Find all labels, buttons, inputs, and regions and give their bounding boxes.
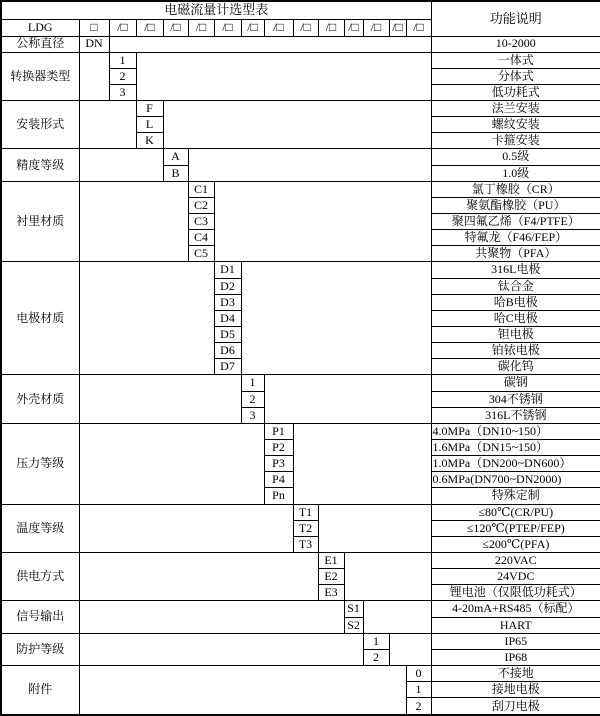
option-code: P2 — [264, 440, 293, 456]
option-code: D5 — [214, 327, 241, 343]
option-desc: 哈B电极 — [431, 294, 600, 310]
option-desc: 哈C电极 — [431, 310, 600, 326]
option-code: 3 — [241, 407, 264, 423]
option-code: D3 — [214, 294, 241, 310]
option-code: T1 — [293, 504, 318, 520]
option-desc: 卡箍安装 — [431, 133, 600, 149]
option-desc: 316L电极 — [431, 262, 600, 278]
option-code: S1 — [344, 601, 363, 617]
option-desc: 刮刀电极 — [431, 698, 600, 715]
option-desc: 0.5级 — [431, 149, 600, 165]
option-desc: HART — [431, 617, 600, 633]
option-code: D6 — [214, 343, 241, 359]
option-desc: 1.6MPa（DN15~150） — [431, 440, 600, 456]
option-desc: 接地电极 — [431, 682, 600, 698]
option-code: E3 — [318, 585, 344, 601]
option-desc: 聚四氟乙烯（F4/PTFE） — [431, 214, 600, 230]
option-desc: 10-2000 — [431, 36, 600, 52]
option-desc: 1.0级 — [431, 165, 600, 181]
category-label: 衬里材质 — [1, 181, 79, 262]
spacer-cell — [136, 52, 431, 100]
option-desc: ≤120℃(PTEP/FEP) — [431, 520, 600, 536]
spacer-cell — [241, 262, 431, 375]
option-code: 3 — [109, 84, 136, 100]
option-desc: 碳化钨 — [431, 359, 600, 375]
option-code: 1 — [241, 375, 264, 391]
option-code: T3 — [293, 536, 318, 552]
category-label: 电极材质 — [1, 262, 79, 375]
option-desc: 不接地 — [431, 665, 600, 681]
option-code: K — [136, 133, 163, 149]
option-desc: 316L不锈钢 — [431, 407, 600, 423]
option-code: Pn — [264, 488, 293, 504]
option-code: C5 — [188, 246, 214, 262]
spacer-cell — [264, 375, 431, 423]
function-column-header: 功能说明 — [431, 1, 600, 36]
option-desc: 钛合金 — [431, 278, 600, 294]
model-slot-box: /□ — [264, 19, 293, 36]
spacer-cell — [79, 601, 344, 633]
spacer-cell — [344, 553, 431, 601]
spacer-cell — [79, 52, 109, 100]
option-desc: 4.0MPa（DN10~150） — [431, 423, 600, 439]
category-label: 转换器类型 — [1, 52, 79, 100]
category-label: 精度等级 — [1, 149, 79, 181]
model-slot-box: /□ — [344, 19, 363, 36]
category-label: 压力等级 — [1, 423, 79, 504]
option-desc: 法兰安装 — [431, 101, 600, 117]
model-slot-box: /□ — [214, 19, 241, 36]
option-code: B — [163, 165, 188, 181]
option-code: C4 — [188, 230, 214, 246]
option-code: 1 — [406, 682, 431, 698]
option-desc: IP68 — [431, 649, 600, 665]
option-code: T2 — [293, 520, 318, 536]
model-slot-box: /□ — [293, 19, 318, 36]
spacer-cell — [214, 181, 431, 262]
option-desc: 铂铱电极 — [431, 343, 600, 359]
option-code: P3 — [264, 456, 293, 472]
option-code: 1 — [363, 633, 389, 649]
option-code: 2 — [363, 649, 389, 665]
spacer-cell — [79, 375, 241, 423]
spacer-cell — [293, 423, 431, 504]
option-desc: 1.0MPa（DN200~DN600） — [431, 456, 600, 472]
option-code: A — [163, 149, 188, 165]
option-code: F — [136, 101, 163, 117]
option-code: P4 — [264, 472, 293, 488]
option-desc: 特殊定制 — [431, 488, 600, 504]
option-desc: IP65 — [431, 633, 600, 649]
model-slot-box: /□ — [188, 19, 214, 36]
spacer-cell — [109, 36, 431, 52]
option-code: D4 — [214, 310, 241, 326]
option-code: C3 — [188, 214, 214, 230]
option-code: E2 — [318, 569, 344, 585]
option-code: D1 — [214, 262, 241, 278]
option-desc: 220VAC — [431, 553, 600, 569]
category-label: 公称直径 — [1, 36, 79, 52]
option-desc: 4-20mA+RS485（标配） — [431, 601, 600, 617]
option-desc: 304不锈钢 — [431, 391, 600, 407]
option-code: P1 — [264, 423, 293, 439]
option-desc: 特氟龙（F46/FEP） — [431, 230, 600, 246]
model-slot-box: /□ — [363, 19, 389, 36]
spacer-cell — [163, 101, 431, 149]
option-code: 2 — [109, 68, 136, 84]
category-label: 温度等级 — [1, 504, 79, 552]
option-code: 0 — [406, 665, 431, 681]
spacer-cell — [79, 101, 136, 149]
category-label: 供电方式 — [1, 553, 79, 601]
option-desc: 聚氨酯橡胶（PU） — [431, 197, 600, 213]
spacer-cell — [79, 423, 264, 504]
spacer-cell — [79, 262, 214, 375]
option-code: C2 — [188, 197, 214, 213]
model-slot-box: /□ — [136, 19, 163, 36]
model-slot-box: /□ — [241, 19, 264, 36]
category-label: 防护等级 — [1, 633, 79, 665]
spacer-cell — [79, 553, 318, 601]
option-desc: 一体式 — [431, 52, 600, 68]
option-desc: 0.6MPa(DN700~DN2000) — [431, 472, 600, 488]
option-code: 2 — [241, 391, 264, 407]
spacer-cell — [389, 633, 431, 665]
model-slot-box: /□ — [109, 19, 136, 36]
option-desc: 锂电池（仅限低功耗式） — [431, 585, 600, 601]
option-desc: 螺纹安装 — [431, 117, 600, 133]
spacer-cell — [79, 504, 293, 552]
option-desc: 共聚物（PFA） — [431, 246, 600, 262]
model-slot-box: /□ — [318, 19, 344, 36]
spacer-cell — [79, 149, 163, 181]
option-code: S2 — [344, 617, 363, 633]
category-label: 安装形式 — [1, 101, 79, 149]
option-code: D7 — [214, 359, 241, 375]
option-desc: ≤80℃(CR/PU) — [431, 504, 600, 520]
option-code: E1 — [318, 553, 344, 569]
model-slot-box: /□ — [163, 19, 188, 36]
option-code: D2 — [214, 278, 241, 294]
table-title: 电磁流量计选型表 — [1, 1, 431, 19]
option-code: 2 — [406, 698, 431, 715]
spacer-cell — [79, 665, 406, 715]
option-code: L — [136, 117, 163, 133]
spacer-cell — [188, 149, 431, 181]
spacer-cell — [318, 504, 431, 552]
category-label: 附件 — [1, 665, 79, 715]
model-slot-box: /□ — [406, 19, 431, 36]
option-desc: 钽电极 — [431, 327, 600, 343]
spacer-cell — [363, 601, 431, 633]
option-desc: ≤200℃(PFA) — [431, 536, 600, 552]
model-prefix: LDG — [1, 19, 79, 36]
option-code: 1 — [109, 52, 136, 68]
option-code: C1 — [188, 181, 214, 197]
category-label: 外壳材质 — [1, 375, 79, 423]
spacer-cell — [79, 181, 188, 262]
model-slot-box: /□ — [389, 19, 406, 36]
category-label: 信号输出 — [1, 601, 79, 633]
spacer-cell — [79, 633, 363, 665]
option-desc: 24VDC — [431, 569, 600, 585]
option-desc: 低功耗式 — [431, 84, 600, 100]
option-desc: 分体式 — [431, 68, 600, 84]
option-desc: 氯丁橡胶（CR） — [431, 181, 600, 197]
option-code: DN — [79, 36, 109, 52]
dn-code-box: □ — [79, 19, 109, 36]
option-desc: 碳钢 — [431, 375, 600, 391]
